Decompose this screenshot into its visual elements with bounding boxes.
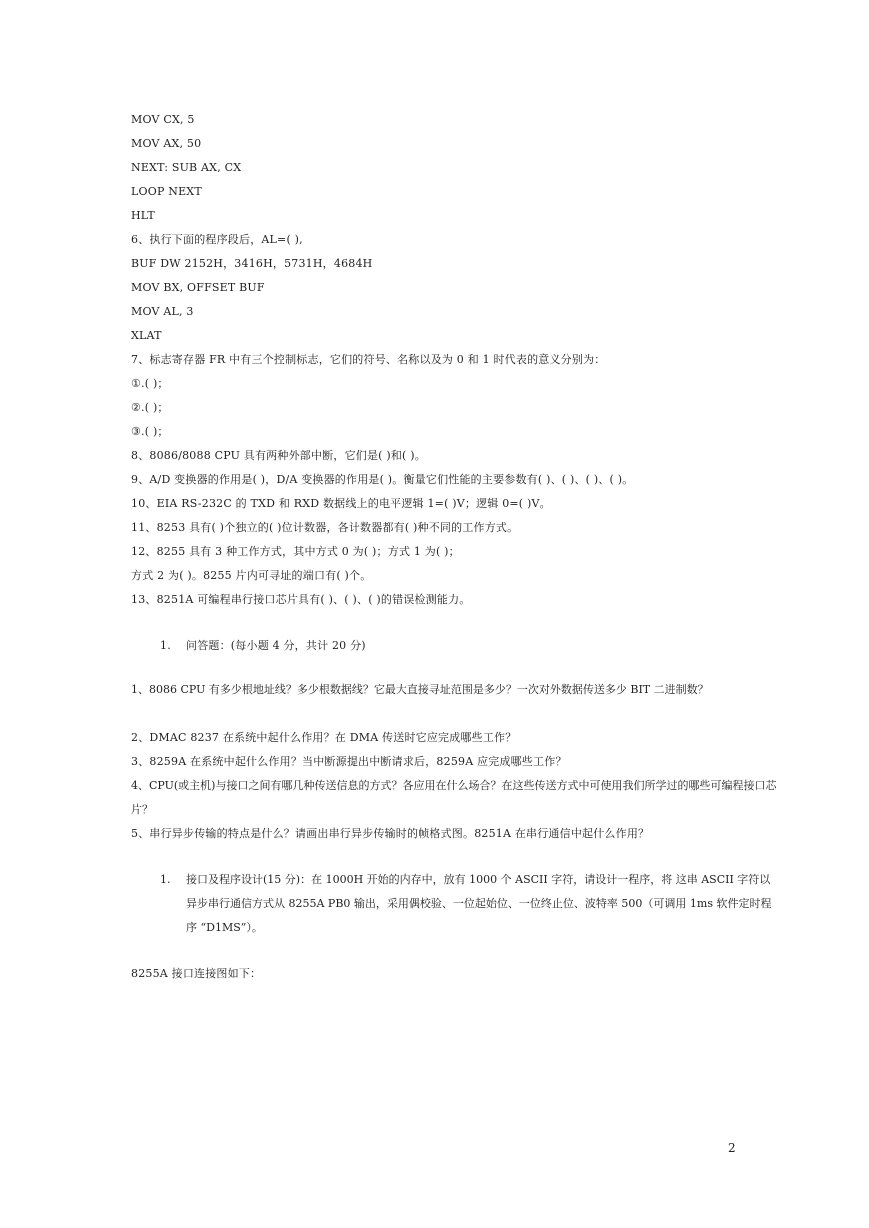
question-7-item: ②.( )；: [131, 401, 169, 414]
code-line: NEXT: SUB AX, CX: [131, 161, 242, 174]
code-line: BUF DW 2152H，3416H，5731H，4684H: [131, 257, 373, 270]
question-9: 9、A/D 变换器的作用是( )，D/A 变换器的作用是( )。衡量它们性能的主要参数有( )、( )、( )、( )。: [131, 473, 634, 486]
code-line: HLT: [131, 209, 155, 222]
section-heading-qa: [160, 638, 366, 654]
question-7-item: ③.( )；: [131, 425, 169, 438]
code-line: MOV BX, OFFSET BUF: [131, 281, 265, 294]
code-line: XLAT: [131, 329, 162, 342]
question-12: 12、8255 具有 3 种工作方式，其中方式 0 为( )；方式 1 为( )；: [131, 545, 460, 558]
code-line: LOOP NEXT: [131, 185, 202, 198]
section-title: 问答题：(每小题 4 分，共计 20 分): [186, 639, 366, 652]
qa-4: 4、CPU(或主机)与接口之间有哪几种传送信息的方式？各应用在什么场合？在这些传送方式中可使用我们所学过的哪些可编程接口芯片？: [131, 779, 777, 816]
question-7: 7、标志寄存器 FR 中有三个控制标志，它们的符号、名称以及为 0 和 1 时代表的意义分别为：: [131, 353, 606, 366]
qa-1: 1、8086 CPU 有多少根地址线？多少根数据线？它最大直接寻址范围是多少？一次对外数据传送多少 BIT 二进制数？: [131, 683, 709, 696]
code-line: MOV AX, 50: [131, 137, 202, 150]
question-11: 11、8253 具有( )个独立的( )位计数器，各计数器都有( )种不同的工作方式。: [131, 521, 519, 534]
page-number: 2: [728, 1141, 736, 1155]
question-12-cont: 方式 2 为( )。8255 片内可寻址的端口有( )个。: [131, 569, 372, 582]
code-line: MOV AL, 3: [131, 305, 194, 318]
qa-5: 5、串行异步传输的特点是什么？请画出串行异步传输时的帧格式图。8251A 在串行通信中起什么作用？: [131, 827, 650, 840]
section-number: 1.: [160, 639, 171, 652]
qa-2: 2、DMAC 8237 在系统中起什么作用？在 DMA 传送时它应完成哪些工作？: [131, 731, 517, 744]
code-line: MOV CX, 5: [131, 113, 195, 126]
qa-3: 3、8259A 在系统中起什么作用？当中断源提出中断请求后，8259A 应完成哪些工作？: [131, 755, 567, 768]
question-10: 10、EIA RS-232C 的 TXD 和 RXD 数据线上的电平逻辑 1=( )V；逻辑 0=( )V。: [131, 497, 551, 510]
section-heading-design: [160, 868, 781, 940]
question-13: 13、8251A 可编程串行接口芯片具有( )、( )、( )的错误检测能力。: [131, 593, 471, 606]
section-number: 1.: [160, 873, 171, 886]
figure-caption: 8255A 接口连接图如下：: [131, 967, 262, 980]
question-6: 6、执行下面的程序段后，AL=( ),: [131, 233, 303, 246]
question-7-item: ①.( )；: [131, 377, 169, 390]
question-8: 8、8086/8088 CPU 具有两种外部中断，它们是( )和( )。: [131, 449, 426, 462]
design-problem-text: 接口及程序设计(15 分)：在 1000H 开始的内存中，放有 1000 个 ASCII 字符，请设计一程序，将 这串 ASCII 字符以异步串行通信方式从 8255A PB0 输出，采用偶校验、一位起始位、一位终止位、波特率 500（可调用 1ms 软件定时程序 “D1MS”）。: [186, 873, 772, 934]
